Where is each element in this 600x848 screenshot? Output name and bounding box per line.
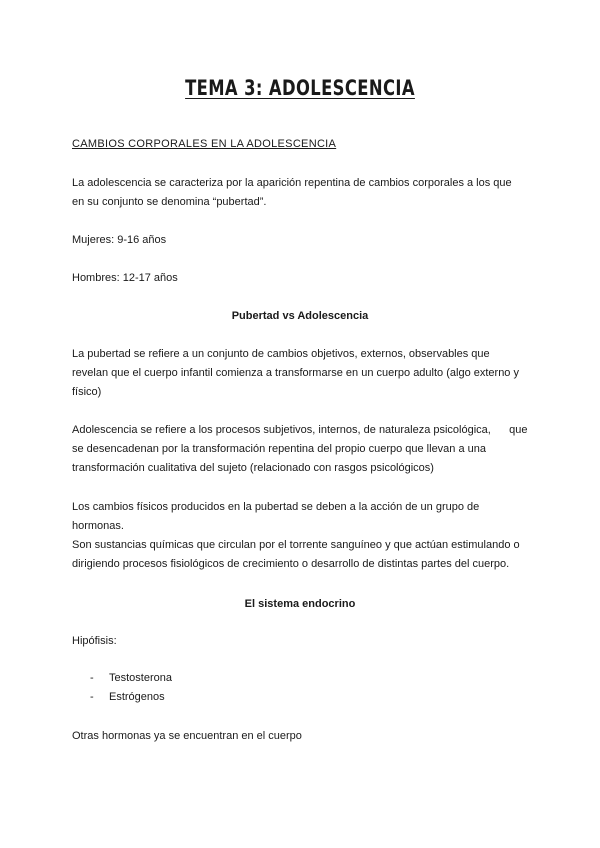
paragraph-line: La adolescencia se caracteriza por la aparición repentina de cambios corporales a los que [72,177,512,189]
section-heading-sistema-endocrino: El sistema endocrino [244,598,356,610]
paragraph-line: dirigiendo procesos fisiológicos de crecimiento o desarrollo de distintas partes del cuerpo. [72,558,510,570]
paragraph-line: físico) [72,386,102,398]
bullet-marker: - [90,672,94,684]
page-title: TEMA 3: ADOLESCENCIA [185,76,415,100]
paragraph-line: transformación cualitativa del sujeto (relacionado con rasgos psicológicos) [72,462,434,474]
paragraph-line: se desencadenan por la transformación repentina del propio cuerpo que llevan a una [72,443,487,455]
otras-hormonas-text: Otras hormonas ya se encuentran en el cuerpo [72,730,302,742]
hombres-age-range: Hombres: 12-17 años [72,272,178,284]
section-heading-pubertad-vs-adolescencia: Pubertad vs Adolescencia [231,310,369,322]
paragraph-line: hormonas. [72,520,124,532]
paragraph-line: Los cambios físicos producidos en la pubertad se deben a la acción de un grupo de [72,501,480,513]
paragraph-line: revelan que el cuerpo infantil comienza a transformarse en un cuerpo adulto (algo externo y [72,367,519,379]
section-heading-cambios: CAMBIOS CORPORALES EN LA ADOLESCENCIA [72,138,337,150]
paragraph-line: en su conjunto se denomina “pubertad”. [72,196,267,208]
hipofisis-label: Hipófisis: [72,635,117,647]
paragraph-line: Adolescencia se refiere a los procesos subjetivos, internos, de naturaleza psicológica, que [72,424,528,436]
paragraph-line: La pubertad se refiere a un conjunto de cambios objetivos, externos, observables que [72,348,490,360]
mujeres-age-range: Mujeres: 9-16 años [72,234,167,246]
paragraph-line: Son sustancias químicas que circulan por el torrente sanguíneo y que actúan estimulando o [72,539,520,551]
list-item: Testosterona [109,672,172,684]
list-item: Estrógenos [109,691,165,703]
bullet-marker: - [90,691,94,703]
